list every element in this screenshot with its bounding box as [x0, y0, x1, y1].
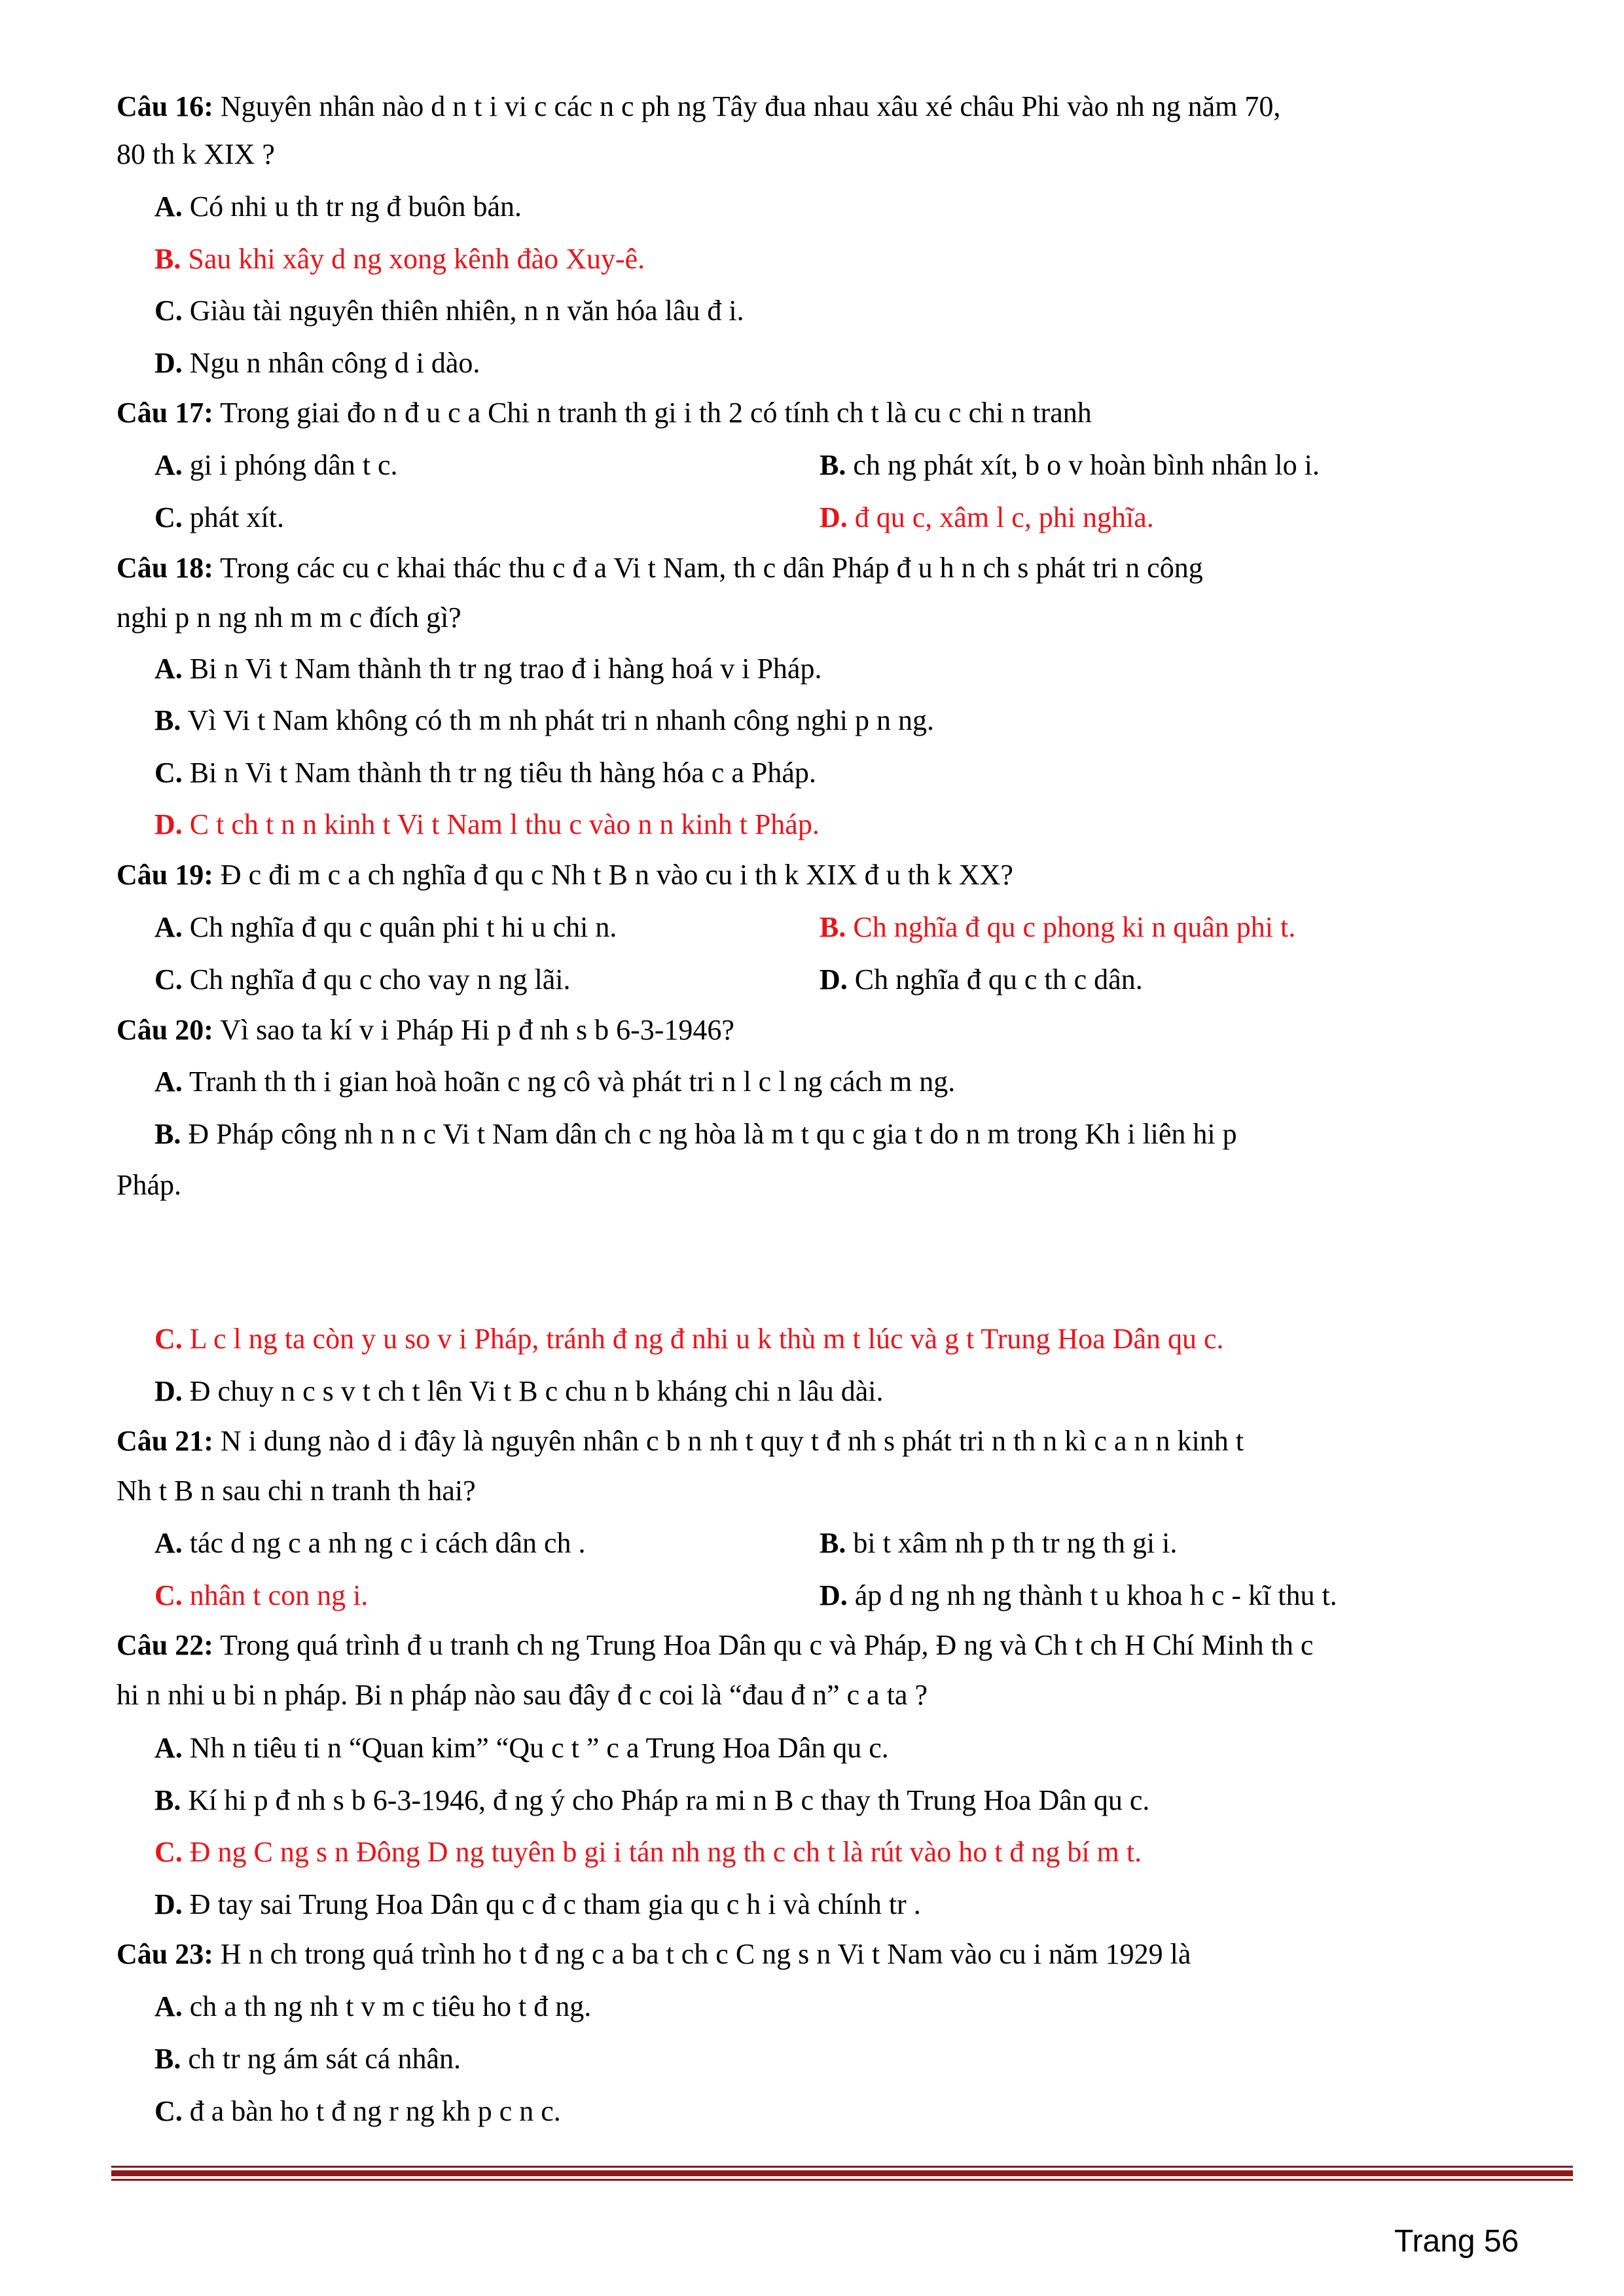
option-d	[154, 1886, 921, 1923]
question-20	[117, 1012, 734, 1049]
option-d-answer	[820, 499, 1154, 536]
option-label: A.	[154, 190, 183, 223]
option-b	[154, 1116, 1237, 1153]
option-label: A.	[154, 653, 183, 685]
footer-rule-thick	[111, 2170, 1573, 2176]
option-text: đ a bàn ho t đ ng r ng kh p c n c.	[189, 2095, 561, 2127]
question-text: Trong các cu c khai thác thu c đ a Vi t Nam, th c dân Pháp đ u h n ch s phát tri n công	[220, 552, 1203, 584]
option-b	[154, 2041, 461, 2077]
option-label: C.	[154, 1323, 183, 1355]
option-text: C t ch t n n kinh t Vi t Nam l thu c vào n n kinh t Pháp.	[189, 808, 820, 840]
option-text: Vì Vi t Nam không có th m nh phát tri n nhanh công nghi p n ng.	[187, 704, 935, 736]
page-number: Trang 56	[1394, 2224, 1519, 2259]
question-text: Nguyên nhân nào d n t i vi c các n c ph ng Tây đua nhau xâu xé châu Phi vào nh ng năm 70,	[220, 90, 1281, 122]
option-b-cont	[117, 1167, 181, 1204]
question-18	[117, 550, 1203, 586]
option-c	[154, 2093, 561, 2130]
question-text: 80 th k XIX ?	[117, 138, 275, 170]
question-text: Vì sao ta kí v i Pháp Hi p đ nh s b 6-3-1946?	[220, 1014, 734, 1046]
option-a	[154, 188, 522, 225]
option-text: bi t xâm nh p th tr ng th gi i.	[853, 1527, 1178, 1559]
option-text: Ch nghĩa đ qu c phong ki n quân phi t.	[853, 911, 1296, 943]
option-text: ch tr ng ám sát cá nhân.	[188, 2043, 461, 2075]
option-text: phát xít.	[189, 501, 284, 533]
option-c	[154, 293, 744, 329]
question-21	[117, 1423, 1244, 1460]
question-16-cont	[117, 136, 275, 173]
option-b-answer	[820, 909, 1295, 946]
option-label: D.	[820, 501, 848, 533]
question-text: Trong giai đo n đ u c a Chi n tranh th gi i th 2 có tính ch t là cu c chi n tranh	[220, 397, 1092, 429]
option-label: A.	[154, 1066, 183, 1098]
option-label: B.	[154, 704, 181, 736]
option-c	[154, 499, 284, 536]
question-23	[117, 1936, 1191, 1973]
option-text: Kí hi p đ nh s b 6-3-1946, đ ng ý cho Pháp ra mi n B c thay th Trung Hoa Dân qu c.	[188, 1784, 1150, 1816]
option-text: Ch nghĩa đ qu c cho vay n ng lãi.	[189, 963, 571, 996]
question-22-cont	[117, 1677, 928, 1713]
option-text: ch a th ng nh t v m c tiêu ho t đ ng.	[189, 1990, 592, 2022]
option-label: B.	[154, 1118, 181, 1150]
option-a	[154, 909, 617, 946]
option-d	[154, 345, 480, 382]
option-a	[154, 1525, 586, 1562]
question-number: Câu 19:	[117, 859, 213, 891]
question-text: Trong quá trình đ u tranh ch ng Trung Hoa Dân qu c và Pháp, Đ ng và Ch t ch H Chí Minh th c	[220, 1629, 1314, 1661]
question-19	[117, 857, 1013, 893]
option-text: gi i phóng dân t c.	[189, 449, 398, 481]
option-label: D.	[154, 1888, 183, 1920]
question-number: Câu 18:	[117, 552, 213, 584]
option-label: C.	[154, 757, 183, 789]
option-text: Đ chuy n c s v t ch t lên Vi t B c chu n b kháng chi n lâu dài.	[189, 1375, 884, 1407]
option-text: Ngu n nhân công d i dào.	[189, 347, 480, 379]
option-c-answer	[154, 1577, 368, 1614]
option-d	[820, 961, 1143, 998]
footer-rule-bottom	[111, 2179, 1573, 2181]
question-text: H n ch trong quá trình ho t đ ng c a ba t ch c C ng s n Vi t Nam vào cu i năm 1929 là	[220, 1938, 1191, 1970]
option-text: Bi n Vi t Nam thành th tr ng trao đ i hàng hoá v i Pháp.	[189, 653, 822, 685]
option-label: D.	[820, 963, 848, 996]
question-text: Đ c đi m c a ch nghĩa đ qu c Nh t B n vào cu i th k XIX đ u th k XX?	[220, 859, 1013, 891]
option-a	[154, 447, 398, 484]
option-label: B.	[820, 911, 846, 943]
question-21-cont	[117, 1473, 476, 1509]
option-label: C.	[154, 2095, 183, 2127]
question-text: Nh t B n sau chi n tranh th hai?	[117, 1475, 476, 1507]
question-number: Câu 21:	[117, 1425, 213, 1457]
option-label: A.	[154, 1732, 183, 1764]
option-text: tác d ng c a nh ng c i cách dân ch .	[189, 1527, 586, 1559]
option-text: đ qu c, xâm l c, phi nghĩa.	[854, 501, 1154, 533]
option-c	[154, 961, 570, 998]
option-label: B.	[154, 2043, 181, 2075]
option-text: Đ ng C ng s n Đông D ng tuyên b gi i tán nh ng th c ch t là rút vào ho t đ ng bí m t.	[189, 1836, 1142, 1868]
option-text: Sau khi xây d ng xong kênh đào Xuy-ê.	[188, 243, 645, 275]
option-a	[154, 1730, 889, 1767]
question-16	[117, 88, 1280, 125]
option-label: A.	[154, 1527, 183, 1559]
option-d-answer	[154, 806, 820, 843]
option-a	[154, 1064, 955, 1100]
option-label: A.	[154, 1990, 183, 2022]
option-label: B.	[154, 243, 181, 275]
option-label: D.	[154, 1375, 183, 1407]
option-label: C.	[154, 963, 183, 996]
option-label: A.	[154, 911, 183, 943]
option-label: D.	[154, 347, 183, 379]
option-b	[820, 1525, 1177, 1562]
option-text: Ch nghĩa đ qu c quân phi t hi u chi n.	[189, 911, 617, 943]
option-d	[154, 1373, 883, 1410]
option-a	[154, 1988, 591, 2025]
option-c	[154, 755, 816, 791]
option-text: Đ tay sai Trung Hoa Dân qu c đ c tham gia qu c h i và chính tr .	[189, 1888, 921, 1920]
question-text: hi n nhi u bi n pháp. Bi n pháp nào sau đây đ c coi là “đau đ n” c a ta ?	[117, 1679, 928, 1711]
question-number: Câu 22:	[117, 1629, 213, 1661]
option-text: Pháp.	[117, 1169, 181, 1201]
option-text: áp d ng nh ng thành t u khoa h c - kĩ thu t.	[854, 1579, 1337, 1611]
option-b	[820, 447, 1320, 484]
option-label: C.	[154, 1579, 183, 1611]
option-text: Tranh th th i gian hoà hoãn c ng cô và phát tri n l c l ng cách m ng.	[189, 1066, 956, 1098]
option-label: B.	[820, 1527, 846, 1559]
option-a	[154, 651, 821, 687]
option-label: C.	[154, 501, 183, 533]
option-text: Ch nghĩa đ qu c th c dân.	[854, 963, 1143, 996]
option-b	[154, 702, 934, 739]
option-text: Nh n tiêu ti n “Quan kim” “Qu c t ” c a Trung Hoa Dân qu c.	[189, 1732, 889, 1764]
question-number: Câu 20:	[117, 1014, 213, 1046]
option-label: C.	[154, 1836, 183, 1868]
option-text: L c l ng ta còn y u so v i Pháp, tránh đ ng đ nhi u k thù m t lúc và g t Trung Hoa Dân qu c.	[189, 1323, 1224, 1355]
question-22	[117, 1627, 1313, 1664]
option-b-answer	[154, 241, 645, 278]
option-d	[820, 1577, 1337, 1614]
option-c-answer	[154, 1321, 1224, 1357]
question-number: Câu 17:	[117, 397, 213, 429]
option-text: Đ Pháp công nh n n c Vi t Nam dân ch c ng hòa là m t qu c gia t do n m trong Kh i liên hi p	[188, 1118, 1237, 1150]
option-b	[154, 1782, 1149, 1819]
option-label: C.	[154, 295, 183, 327]
option-label: B.	[154, 1784, 181, 1816]
option-text: Bi n Vi t Nam thành th tr ng tiêu th hàng hóa c a Pháp.	[189, 757, 816, 789]
option-text: Giàu tài nguyên thiên nhiên, n n văn hóa lâu đ i.	[189, 295, 744, 327]
footer-rule-top	[111, 2166, 1573, 2168]
question-18-cont	[117, 600, 461, 636]
option-text: ch ng phát xít, b o v hoàn bình nhân lo i.	[853, 449, 1320, 481]
option-label: B.	[820, 449, 846, 481]
question-text: N i dung nào d i đây là nguyên nhân c b n nh t quy t đ nh s phát tri n th n kì c a n n kinh t	[220, 1425, 1244, 1457]
option-label: D.	[820, 1579, 848, 1611]
option-text: nhân t con ng i.	[189, 1579, 369, 1611]
option-label: D.	[154, 808, 183, 840]
question-number: Câu 16:	[117, 90, 213, 122]
question-17	[117, 395, 1092, 431]
question-number: Câu 23:	[117, 1938, 213, 1970]
question-text: nghi p n ng nh m m c đích gì?	[117, 601, 461, 634]
option-c-answer	[154, 1834, 1142, 1871]
option-text: Có nhi u th tr ng đ buôn bán.	[189, 190, 522, 223]
option-label: A.	[154, 449, 183, 481]
